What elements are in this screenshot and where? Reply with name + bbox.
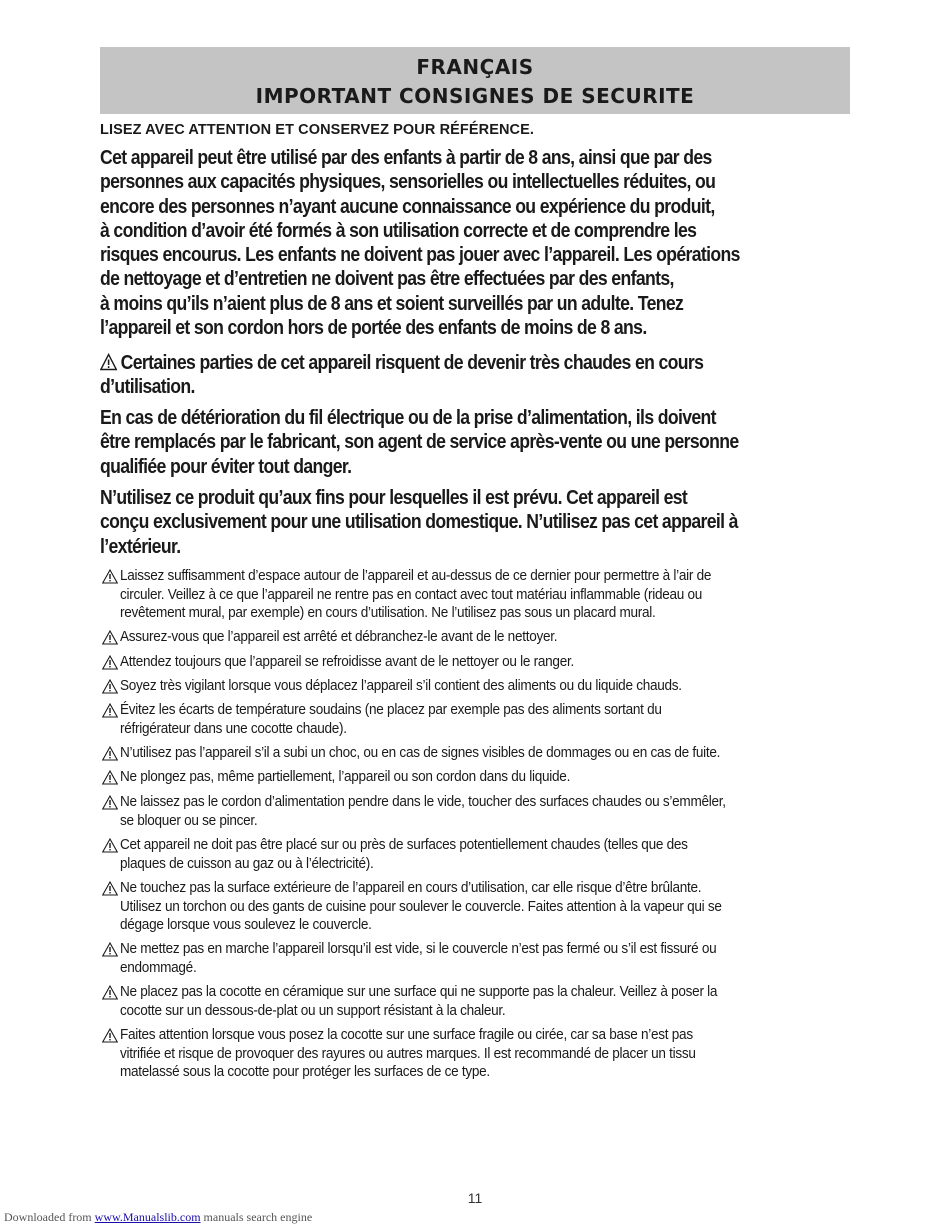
warning-line: revêtement mural, par exemple) en cours d’utilisation. Ne l’utilisez pas sous un placard mural.	[120, 605, 656, 622]
language-title: FRANÇAIS	[416, 55, 534, 79]
warning-line: Faites attention lorsque vous posez la cocotte sur une surface fragile ou cirée, car sa base n’est pas	[120, 1027, 693, 1043]
warning-triangle-icon	[100, 353, 117, 371]
warning-triangle-icon	[102, 795, 118, 810]
warning-item	[100, 701, 860, 738]
hot-parts-paragraph	[100, 351, 754, 400]
damaged-cord-paragraph	[100, 406, 754, 479]
intended-use-paragraph	[100, 486, 754, 559]
warning-item	[100, 983, 860, 1020]
warning-line: Ne laissez pas le cordon d’alimentation pendre dans le vide, toucher des surfaces chaudes ou s’emmêler,	[120, 794, 726, 810]
warning-line: endommagé.	[120, 959, 197, 976]
warning-line: circuler. Veillez à ce que l’appareil ne rentre pas en contact avec tout matériau inflammable (rideau ou	[120, 586, 703, 603]
footer-prefix: Downloaded from	[4, 1210, 95, 1224]
warning-line: Ne placez pas la cocotte en céramique sur une surface qui ne supporte pas la chaleur. Veillez à poser la	[120, 984, 718, 1000]
warning-item	[100, 879, 860, 935]
paragraph-line: personnes aux capacités physiques, sensorielles ou intellectuelles réduites, ou	[100, 170, 716, 194]
paragraph-line: l’appareil et son cordon hors de portée des enfants de moins de 8 ans.	[100, 316, 647, 340]
paragraph-line	[100, 351, 754, 375]
warning-line: Soyez très vigilant lorsque vous déplacez l’appareil s’il contient des aliments ou du liquide chauds.	[120, 678, 682, 694]
section-header	[100, 47, 850, 114]
warning-triangle-icon	[102, 569, 118, 584]
warning-line: dégage lorsque vous soulevez le couvercle.	[120, 917, 372, 934]
warning-item	[100, 836, 860, 873]
warning-triangle-icon	[102, 985, 118, 1000]
warning-triangle-icon	[102, 630, 118, 645]
warning-item	[100, 677, 860, 696]
warning-item	[100, 940, 860, 977]
warning-line: Cet appareil ne doit pas être placé sur ou près de surfaces potentiellement chaudes (telles que des	[120, 837, 688, 853]
page-number: 11	[467, 1190, 483, 1206]
warning-line: matelassé sous la cocotte pour protéger les surfaces de ce type.	[120, 1064, 490, 1081]
paragraph-line: qualifiée pour éviter tout danger.	[100, 454, 352, 478]
paragraph-line: l’extérieur.	[100, 534, 181, 558]
warning-line: vitrifiée et risque de provoquer des rayures ou autres marques. Il est recommandé de placer un tissu	[120, 1045, 696, 1062]
paragraph-line: risques encourus. Les enfants ne doivent pas jouer avec l’appareil. Les opérations	[100, 243, 740, 267]
warning-line: réfrigérateur dans une cocotte chaude).	[120, 720, 347, 737]
warning-line: Attendez toujours que l’appareil se refroidisse avant de le nettoyer ou le ranger.	[120, 654, 574, 670]
paragraph-line: Cet appareil peut être utilisé par des enfants à partir de 8 ans, ainsi que par des	[100, 146, 712, 169]
paragraph-line: être remplacés par le fabricant, son agent de service après-vente ou une personne	[100, 430, 739, 454]
warning-triangle-icon	[102, 703, 118, 718]
warning-triangle-icon	[102, 746, 118, 761]
warning-triangle-icon	[102, 881, 118, 896]
warning-triangle-icon	[102, 942, 118, 957]
paragraph-line: En cas de détérioration du fil électrique ou de la prise d’alimentation, ils doivent	[100, 406, 716, 429]
warning-triangle-icon	[102, 1028, 118, 1043]
warning-item	[100, 1026, 860, 1082]
warning-line: N’utilisez pas l’appareil s’il a subi un choc, ou en cas de signes visibles de dommages ou en cas de fuite.	[120, 745, 721, 761]
paragraph-line-text: Certaines parties de cet appareil risquent de devenir très chaudes en cours	[120, 351, 704, 374]
warning-item	[100, 744, 860, 763]
warning-item	[100, 567, 860, 623]
warning-line: Utilisez un torchon ou des gants de cuisine pour soulever le couvercle. Faites attention à la vapeur qui se	[120, 898, 722, 915]
read-carefully-subheading: LISEZ AVEC ATTENTION ET CONSERVEZ POUR RÉFÉRENCE.	[100, 122, 535, 138]
paragraph-line: conçu exclusivement pour une utilisation domestique. N’utilisez pas cet appareil à	[100, 510, 738, 534]
download-footer	[4, 1210, 312, 1225]
paragraph-line: N’utilisez ce produit qu’aux fins pour lesquelles il est prévu. Cet appareil est	[100, 486, 688, 509]
safety-title: IMPORTANT CONSIGNES DE SECURITE	[255, 84, 695, 108]
warning-item	[100, 653, 860, 672]
warning-item	[100, 793, 860, 830]
warning-triangle-icon	[102, 655, 118, 670]
paragraph-line: d’utilisation.	[100, 375, 195, 399]
paragraph-line: à moins qu’ils n’aient plus de 8 ans et soient surveillés par un adulte. Tenez	[100, 291, 684, 315]
warning-line: cocotte sur un dessous-de-plat ou un support résistant à la chaleur.	[120, 1002, 506, 1019]
warning-line: Ne mettez pas en marche l’appareil lorsqu’il est vide, si le couvercle n’est pas fermé ou s’il est fissuré ou	[120, 941, 717, 957]
warning-triangle-icon	[102, 679, 118, 694]
warning-line: Ne plongez pas, même partiellement, l’appareil ou son cordon dans du liquide.	[120, 769, 571, 785]
paragraph-line: encore des personnes n’ayant aucune connaissance ou expérience du produit,	[100, 194, 715, 218]
footer-suffix: manuals search engine	[200, 1210, 313, 1224]
warning-triangle-icon	[102, 838, 118, 853]
warning-line: Ne touchez pas la surface extérieure de l’appareil en cours d’utilisation, car elle risque d’être brûlante.	[120, 880, 702, 896]
warning-item	[100, 768, 860, 787]
warning-item	[100, 628, 860, 647]
warning-line: Évitez les écarts de température soudains (ne placez par exemple pas des aliments sortant du	[120, 702, 662, 718]
warning-line: plaques de cuisson au gaz ou à l’électricité).	[120, 855, 374, 872]
children-usage-paragraph	[100, 146, 754, 340]
warning-line: se bloquer ou se pincer.	[120, 812, 258, 829]
warning-line: Laissez suffisamment d’espace autour de l’appareil et au-dessus de ce dernier pour permettre à l’air de	[120, 568, 712, 584]
warning-line: Assurez-vous que l’appareil est arrêté et débranchez-le avant de le nettoyer.	[120, 629, 558, 645]
manualslib-link[interactable]: www.Manualslib.com	[94, 1210, 201, 1224]
paragraph-line: à condition d’avoir été formés à son utilisation correcte et de comprendre les	[100, 218, 697, 242]
paragraph-line: de nettoyage et d’entretien ne doivent pas être effectuées par des enfants,	[100, 267, 674, 291]
warning-triangle-icon	[102, 770, 118, 785]
